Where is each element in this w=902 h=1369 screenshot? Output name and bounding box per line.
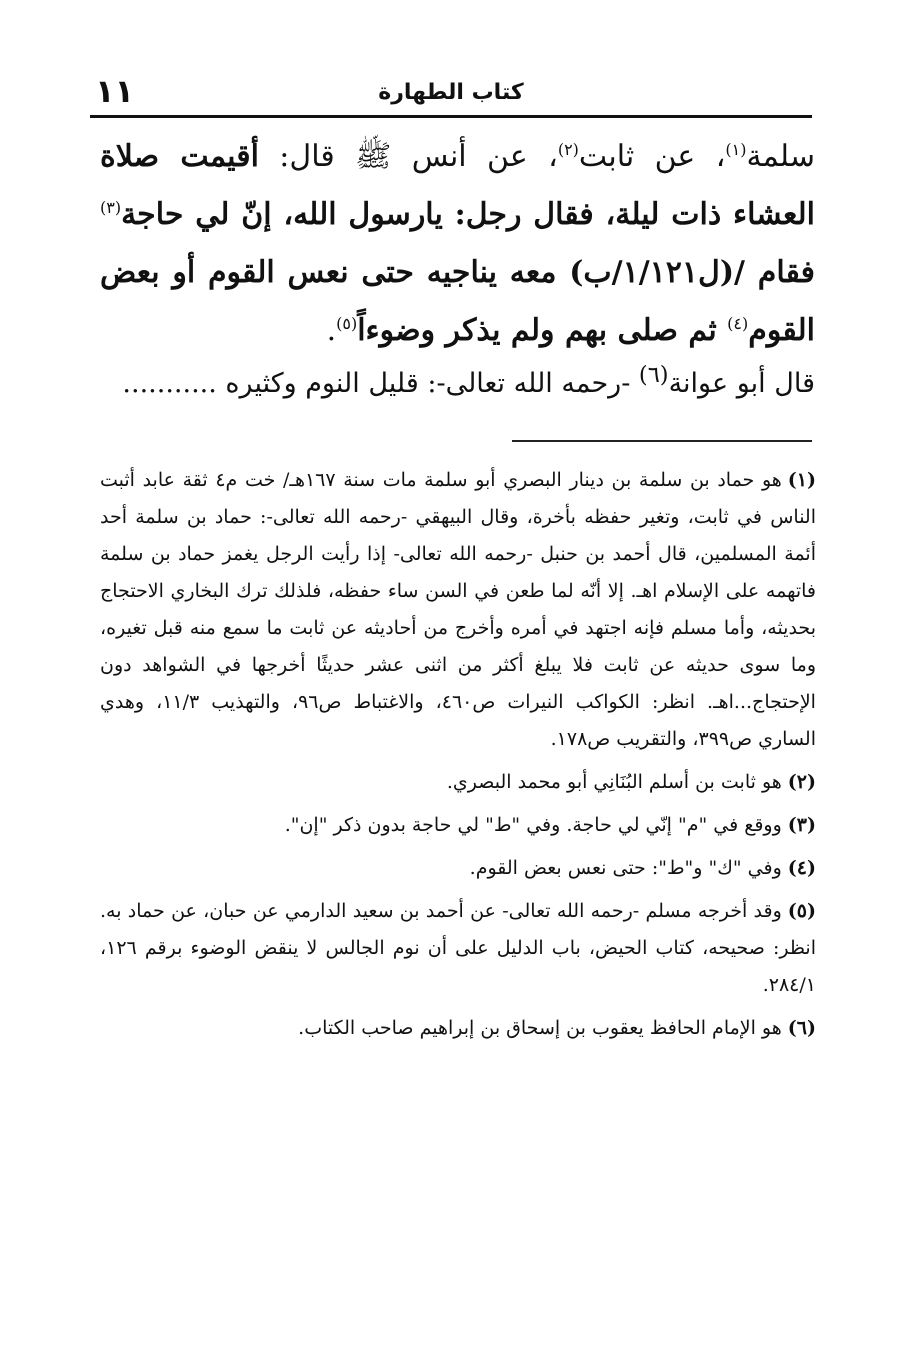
main-text-part: قال أبو عوانة — [668, 368, 815, 399]
footnote-text: هو حماد بن سلمة بن دينار البصري أبو سلمة مات سنة ١٦٧هـ/ خت م٤ ثقة عابد أثبت الناس في ثابت، وتغير حفظه بأخرة، وقال البيهقي -رحمه الله تعالى-: حماد بن سلمة أحد أئمة المسلمين، قال أحمد بن حنبل -رحمه الله تعالى- إذا رأيت الرجل يغمز حماد بن سلمة فاتهمه على الإسلام اهـ. إلا أنّه لما طعن في السن ساء حفظه، فلذلك ترك البخاري الاحتجاج بحديثه، وأما مسلم فإنه اجتهد في أمره وأخرج من أحاديثه عن ثابت ما سمع منه قبل تغيره، وما سوى حديثه عن ثابت فلا يبلغ أكثر من اثنى عشر حديثًا أخرجها في الشواهد دون الإحتجاج...اهـ. انظر: الكواكب النيرات ص٤٦٠، والاغتباط ص٩٦، والتهذيب ١١/٣، وهدي الساري ص٣٩٩، والتقريب ص١٧٨. — [100, 469, 816, 750]
hadith-text: ثم صلى بهم ولم يذكر وضوءاً — [357, 313, 728, 348]
footnotes — [100, 462, 816, 1053]
footnote-text: وفي "ك" و"ط": حتى نعس بعض القوم. — [469, 857, 782, 879]
footnote — [100, 893, 816, 1004]
footnote-text: هو ثابت بن أسلم البُنَانِي أبو محمد البصري. — [446, 771, 782, 793]
main-text-part: سلمة — [746, 139, 815, 174]
footnote-ref: (١) — [725, 140, 747, 159]
page-number: ١١ — [95, 72, 135, 110]
footnote-ref: (٣) — [100, 198, 122, 217]
hadith-text: أقيمت صلاة العشاء ذات ليلة، فقال رجل: يارسول الله، إنّ لي حاجة — [100, 139, 815, 232]
footnote — [100, 764, 816, 801]
main-text-part: -رحمه الله تعالى-: قليل النوم وكثيره ........... — [122, 368, 639, 399]
main-text-part: ، عن أنس ﷺ قال: — [258, 139, 558, 174]
footnote-text: ووقع في "م" إنّي لي حاجة. وفي "ط" لي حاجة بدون ذكر "إن". — [284, 814, 782, 836]
footnote-text: وقد أخرجه مسلم -رحمه الله تعالى- عن أحمد بن سعيد الدارمي عن حبان، عن حماد به. انظر: صحيحه، كتاب الحيض، باب الدليل على أن نوم الجالس لا ينقض الوضوء برقم ١٢٦، ٢٨٤/١. — [100, 900, 816, 996]
footnote-number: (٤) — [787, 857, 816, 879]
footnote-number: (٢) — [787, 771, 816, 793]
footnote-rule — [512, 440, 812, 442]
footnote-ref: (٥) — [336, 314, 358, 333]
header-rule — [90, 115, 812, 118]
footnote-number: (٥) — [787, 900, 816, 922]
footnote-number: (٣) — [787, 814, 816, 836]
footnote — [100, 807, 816, 844]
main-text-part: . — [326, 313, 337, 348]
footnote-text: هو الإمام الحافظ يعقوب بن إسحاق بن إبراهيم صاحب الكتاب. — [298, 1017, 782, 1039]
footnote-number: (١) — [787, 469, 816, 491]
main-text — [100, 128, 815, 360]
footnote-number: (٦) — [787, 1017, 816, 1039]
hadith-text: فقام /(ل١/١٢١/ب) معه يناجيه حتى نعس القوم أو بعض القوم — [100, 255, 816, 348]
footnote — [100, 850, 816, 887]
footnote-ref: (٦) — [638, 362, 669, 388]
main-text-last — [100, 352, 815, 407]
footnote-ref: (٢) — [557, 140, 579, 159]
footnote — [100, 1010, 816, 1047]
footnote — [100, 462, 816, 758]
footnote-ref: (٤) — [727, 314, 749, 333]
running-title: كتاب الطهارة — [378, 80, 524, 105]
main-text-part: ، عن ثابت — [578, 139, 726, 174]
